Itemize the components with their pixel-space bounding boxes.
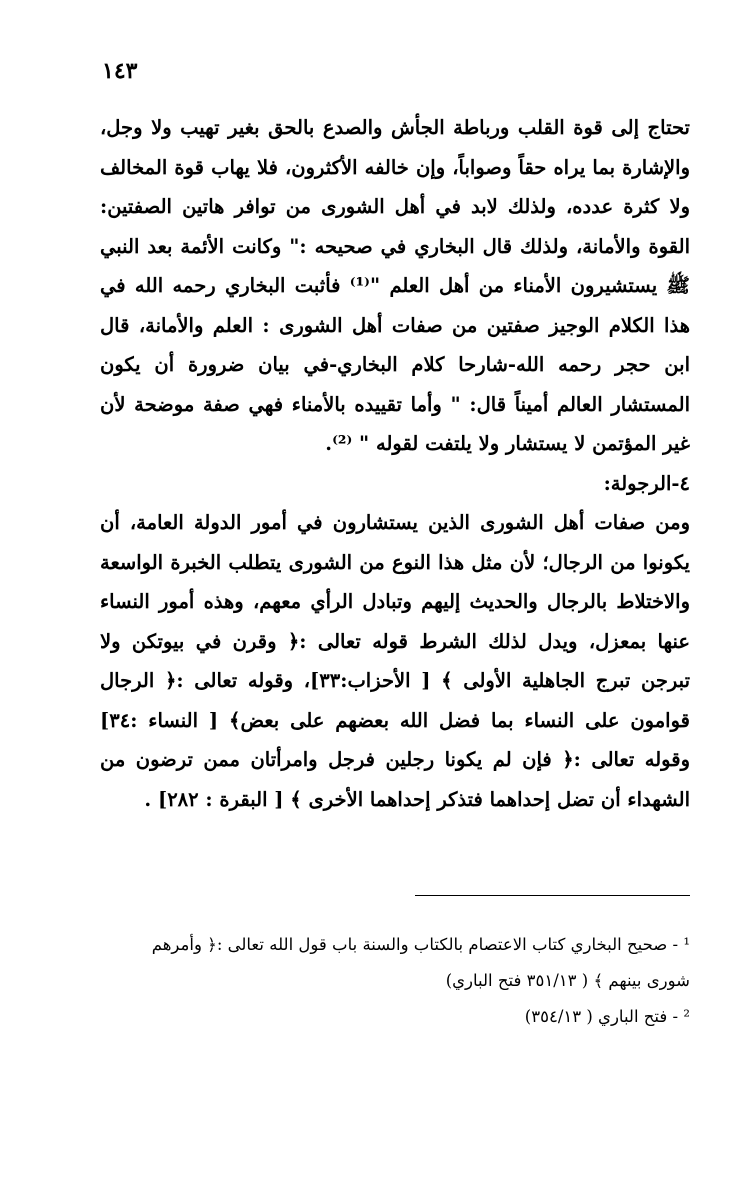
footnotes [140,927,690,1035]
paragraph-1: تحتاج إلى قوة القلب ورباطة الجأش والصدع بالحق بغير تهيب ولا وجل، والإشارة بما يراه حقاً وصواباً، وإن خالفه الأكثرون، فلا يهاب قوة المخالف ولا كثرة عدده، ولذلك لابد في أهل الشورى من توافر هاتين الصفتين: القوة والأمانة، ولذلك قال البخاري في صحيحه :" وكانت الأئمة بعد النبي ﷺ يستشيرون الأمناء من أهل العلم "⁽¹⁾ فأثبت البخاري رحمه الله في هذا الكلام الوجيز صفتين من صفات أهل الشورى : العلم والأمانة، قال ابن حجر رحمه الله-شارحا كلام البخاري-في بيان ضرورة أن يكون المستشار العالم أميناً قال: " وأما تقييده بالأمناء فهي صفة موضحة لأن غير المؤتمن لا يستشار ولا يلتفت لقوله " ⁽²⁾. [100,116,690,455]
footnote-1: ¹ - صحيح البخاري كتاب الاعتصام بالكتاب والسنة باب قول الله تعالى :﴿ وأمرهم شورى بينهم ﴾ ( ٣٥١/١٣ فتح الباري) [151,935,690,990]
main-text [100,108,690,819]
page-number: ١٤٣ [102,58,138,84]
section-heading: ٤-الرجولة: [603,471,690,495]
paragraph-2: ومن صفات أهل الشورى الذين يستشارون في أمور الدولة العامة، أن يكونوا من الرجال؛ لأن مثل هذا النوع من الشورى يتطلب الخبرة الواسعة والاختلاط بالرجال والحديث إليهم وتبادل الرأي معهم، وهذه أمور النساء عنها بمعزل، ويدل لذلك الشرط قوله تعالى :﴿ وقرن في بيوتكن ولا تبرجن تبرج الجاهلية الأولى ﴾ [ الأحزاب:٣٣]، وقوله تعالى :﴿ الرجال قوامون على النساء بما فضل الله بعضهم على بعض﴾ [ النساء :٣٤] وقوله تعالى :﴿ فإن لم يكونا رجلين فرجل وامرأتان ممن ترضون من الشهداء أن تضل إحداهما فتذكر إحداهما الأخرى ﴾ [ البقرة : ٢٨٢] . [100,511,690,811]
footnote-separator [415,895,690,896]
footnote-2: ² - فتح الباري ( ٣٥٤/١٣) [524,1007,690,1026]
